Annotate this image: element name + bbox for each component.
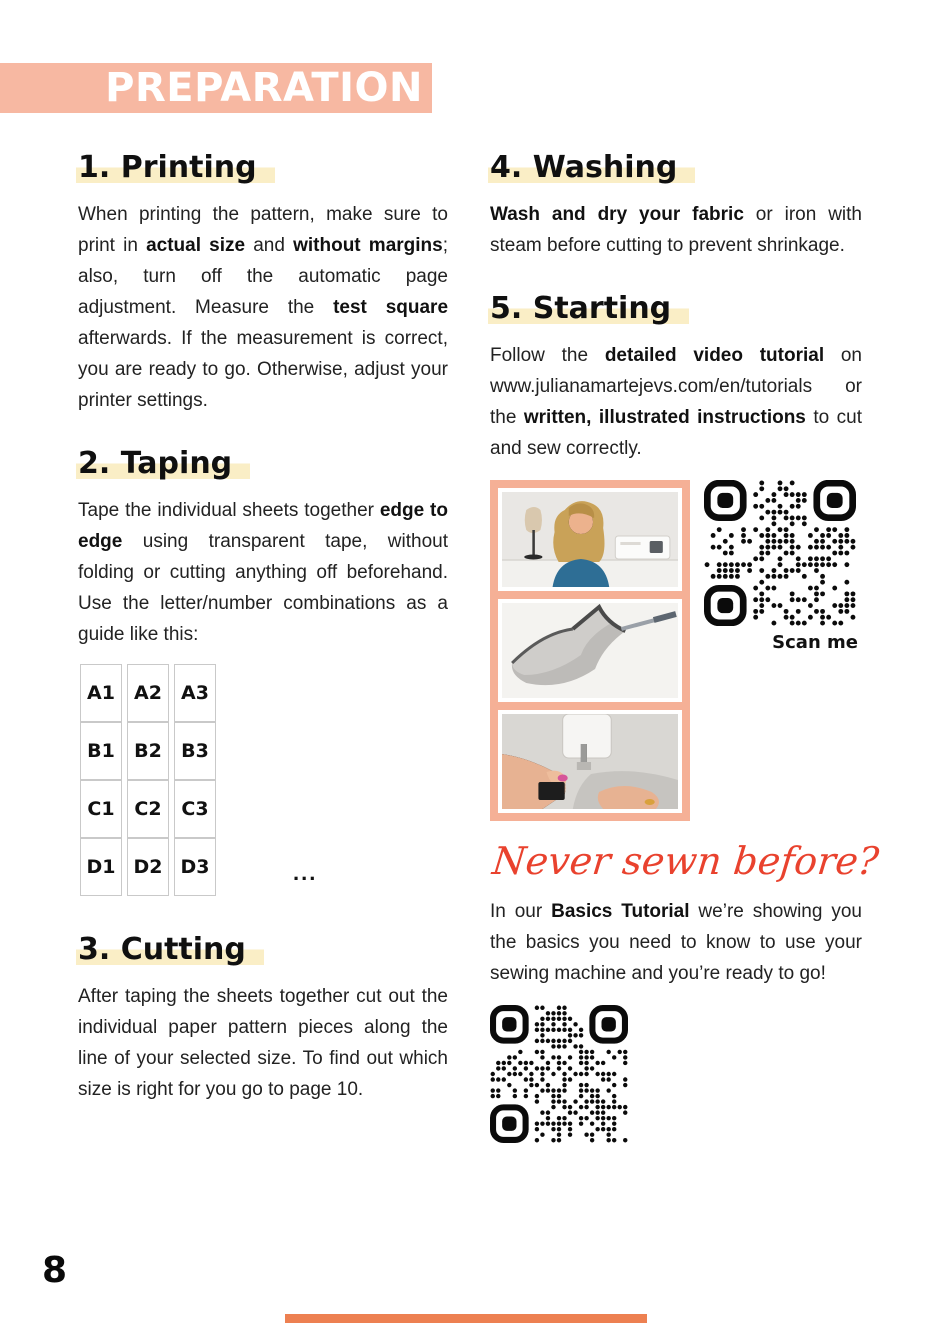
header-band bbox=[0, 63, 432, 113]
tutorial-qr-block bbox=[704, 480, 862, 821]
sheet-combination-grid bbox=[75, 664, 221, 896]
presenter-portrait-photo bbox=[498, 488, 682, 591]
sewing-closeup-illustration bbox=[502, 714, 678, 809]
tutorial-photo-frame bbox=[490, 480, 690, 821]
fabric-pattern-piece-photo bbox=[498, 599, 682, 702]
cutting-paragraph: After taping the sheets together cut out the individual paper pattern pieces along the line of your selected size. To find out which size is right for you go to page 10. bbox=[78, 986, 448, 1100]
grid-cell: A3 bbox=[174, 664, 216, 722]
table-row bbox=[80, 780, 216, 838]
table-row bbox=[80, 838, 216, 896]
grid-cell: B1 bbox=[80, 722, 122, 780]
grid-cell: D2 bbox=[127, 838, 169, 896]
heading-washing: 4. Washing bbox=[490, 150, 862, 186]
grid-cell: C2 bbox=[127, 780, 169, 838]
grid-cell: A2 bbox=[127, 664, 169, 722]
fabric-piece-illustration bbox=[502, 603, 678, 698]
basics-paragraph: In our Basics Tutorial we’re showing you the basics you need to know to use your sewing machine and you’re ready to go! bbox=[490, 901, 862, 985]
basics-qr-code bbox=[490, 1005, 628, 1143]
heading-printing: 1. Printing bbox=[78, 150, 448, 186]
heading-cutting: 3. Cutting bbox=[78, 932, 448, 968]
grid-cell: D3 bbox=[174, 838, 216, 896]
right-column bbox=[490, 150, 881, 1148]
heading-starting: 5. Starting bbox=[490, 291, 862, 327]
washing-paragraph: Wash and dry your fabric or iron with steam before cutting to prevent shrinkage. bbox=[490, 204, 862, 256]
starting-paragraph: Follow the detailed video tutorial on www.julianamartejevs.com/en/tutorials or the written, illustrated instructions to cut and sew correctly. bbox=[490, 345, 862, 459]
presenter-portrait-illustration bbox=[502, 492, 678, 587]
tutorial-media-row bbox=[490, 480, 862, 821]
page-title: PREPARATION bbox=[105, 65, 423, 111]
qr-scan-label: Scan me bbox=[772, 632, 858, 653]
page-number: 8 bbox=[42, 1250, 68, 1291]
grid-cell: A1 bbox=[80, 664, 122, 722]
grid-cell: B2 bbox=[127, 722, 169, 780]
grid-cell: D1 bbox=[80, 838, 122, 896]
grid-cell: C3 bbox=[174, 780, 216, 838]
grid-continuation-ellipsis: ... bbox=[293, 860, 318, 885]
sewing-machine-closeup-photo bbox=[498, 710, 682, 813]
tutorial-qr-code bbox=[704, 480, 856, 626]
taping-paragraph: Tape the individual sheets together edge to edge using transparent tape, without folding or cutting anything off beforehand. Use the letter/number combinations as a guide like this: bbox=[78, 500, 448, 645]
basics-qr-block bbox=[490, 1005, 862, 1148]
printing-paragraph: When printing the pattern, make sure to print in actual size and without margins; also, turn off the automatic page adjustment. Measure the test square afterwards. If the measurement is correct, you are ready to go. Otherwise, adjust your printer settings. bbox=[78, 204, 449, 411]
table-row bbox=[80, 664, 216, 722]
table-row bbox=[80, 722, 216, 780]
left-column bbox=[78, 150, 448, 1111]
heading-taping: 2. Taping bbox=[78, 446, 448, 482]
footer-accent-bar bbox=[285, 1314, 647, 1323]
grid-cell: B3 bbox=[174, 722, 216, 780]
grid-cell: C1 bbox=[80, 780, 122, 838]
sheet-grid-wrap bbox=[78, 664, 448, 896]
never-sewn-script-text: Never sewn before? bbox=[490, 839, 881, 883]
